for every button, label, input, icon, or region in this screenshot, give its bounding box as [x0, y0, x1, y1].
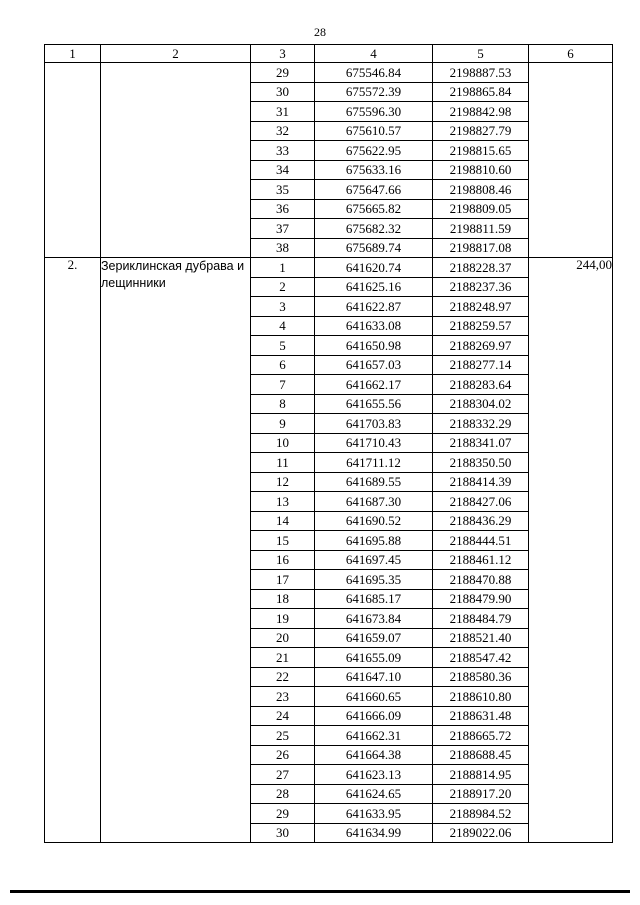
header-col-4: 4: [315, 45, 433, 63]
cell-x: 641634.99: [315, 823, 433, 843]
cell-point: 8: [251, 394, 315, 414]
cell-point: 37: [251, 219, 315, 239]
cell-y: 2188277.14: [433, 355, 529, 375]
cell-point: 27: [251, 765, 315, 785]
cell-point: 32: [251, 121, 315, 141]
cell-x: 641650.98: [315, 336, 433, 356]
cell-point: 25: [251, 726, 315, 746]
coordinates-table: [44, 44, 613, 843]
cell-y: 2188436.29: [433, 511, 529, 531]
cell-x: 641633.08: [315, 316, 433, 336]
cell-x: 675546.84: [315, 63, 433, 83]
cell-y: 2188237.36: [433, 277, 529, 297]
cell-y: 2198815.65: [433, 141, 529, 161]
cell-point: 9: [251, 414, 315, 434]
cell-x: 641689.55: [315, 472, 433, 492]
cell-x: 675647.66: [315, 180, 433, 200]
cell-point: 10: [251, 433, 315, 453]
cell-x: 641703.83: [315, 414, 433, 434]
cell-x: 641657.03: [315, 355, 433, 375]
cell-point: 1: [251, 258, 315, 278]
cell-y: 2188547.42: [433, 648, 529, 668]
section-number: 2.: [45, 258, 101, 843]
section-area: 244,00: [529, 258, 613, 843]
cell-y: 2198817.08: [433, 238, 529, 258]
cell-x: 641687.30: [315, 492, 433, 512]
cell-point: 20: [251, 628, 315, 648]
cell-point: 38: [251, 238, 315, 258]
cell-y: 2188259.57: [433, 316, 529, 336]
cell-x: 641666.09: [315, 706, 433, 726]
cell-point: 2: [251, 277, 315, 297]
cell-y: 2198865.84: [433, 82, 529, 102]
section-name: Зериклинская дубрава и лещинники: [101, 258, 251, 843]
cell-point: 34: [251, 160, 315, 180]
cell-point: 12: [251, 472, 315, 492]
cell-y: 2198808.46: [433, 180, 529, 200]
cell-x: 641647.10: [315, 667, 433, 687]
cell-x: 641664.38: [315, 745, 433, 765]
cell-x: 641662.31: [315, 726, 433, 746]
cell-x: 641660.65: [315, 687, 433, 707]
cell-x: 675689.74: [315, 238, 433, 258]
cell-x: 675610.57: [315, 121, 433, 141]
cell-point: 29: [251, 63, 315, 83]
cell-y: 2188414.39: [433, 472, 529, 492]
cell-x: 641655.09: [315, 648, 433, 668]
cell-y: 2188521.40: [433, 628, 529, 648]
cell-x: 641690.52: [315, 511, 433, 531]
cell-point: 23: [251, 687, 315, 707]
cell-number-empty: [45, 63, 101, 258]
header-col-2: 2: [101, 45, 251, 63]
cell-y: 2188484.79: [433, 609, 529, 629]
header-col-3: 3: [251, 45, 315, 63]
cell-y: 2188283.64: [433, 375, 529, 395]
cell-x: 675622.95: [315, 141, 433, 161]
cell-y: 2188479.90: [433, 589, 529, 609]
page-number: 28: [314, 25, 326, 39]
cell-point: 30: [251, 823, 315, 843]
cell-y: 2188332.29: [433, 414, 529, 434]
cell-point: 16: [251, 550, 315, 570]
header-col-6: 6: [529, 45, 613, 63]
header-row: [45, 45, 613, 63]
cell-y: 2188444.51: [433, 531, 529, 551]
cell-y: 2188610.80: [433, 687, 529, 707]
cell-name-empty: [101, 63, 251, 258]
cell-point: 21: [251, 648, 315, 668]
cell-x: 641695.35: [315, 570, 433, 590]
cell-y: 2188917.20: [433, 784, 529, 804]
cell-y: 2188341.07: [433, 433, 529, 453]
cell-y: 2188228.37: [433, 258, 529, 278]
cell-point: 28: [251, 784, 315, 804]
bottom-rule: [10, 890, 630, 893]
cell-x: 641662.17: [315, 375, 433, 395]
cell-point: 22: [251, 667, 315, 687]
cell-y: 2188665.72: [433, 726, 529, 746]
table-row: [45, 258, 613, 278]
cell-point: 30: [251, 82, 315, 102]
cell-x: 641655.56: [315, 394, 433, 414]
cell-point: 6: [251, 355, 315, 375]
cell-point: 19: [251, 609, 315, 629]
cell-x: 641633.95: [315, 804, 433, 824]
header-col-5: 5: [433, 45, 529, 63]
cell-x: 641685.17: [315, 589, 433, 609]
cell-x: 641623.13: [315, 765, 433, 785]
cell-x: 675572.39: [315, 82, 433, 102]
cell-x: 641659.07: [315, 628, 433, 648]
cell-point: 17: [251, 570, 315, 590]
cell-x: 641625.16: [315, 277, 433, 297]
cell-point: 3: [251, 297, 315, 317]
cell-y: 2189022.06: [433, 823, 529, 843]
cell-y: 2188461.12: [433, 550, 529, 570]
cell-x: 641622.87: [315, 297, 433, 317]
cell-point: 18: [251, 589, 315, 609]
cell-y: 2198827.79: [433, 121, 529, 141]
cell-x: 641710.43: [315, 433, 433, 453]
cell-x: 641697.45: [315, 550, 433, 570]
cell-y: 2188248.97: [433, 297, 529, 317]
cell-point: 36: [251, 199, 315, 219]
cell-point: 13: [251, 492, 315, 512]
cell-y: 2188304.02: [433, 394, 529, 414]
cell-y: 2188580.36: [433, 667, 529, 687]
cell-y: 2198809.05: [433, 199, 529, 219]
cell-x: 641620.74: [315, 258, 433, 278]
cell-y: 2188470.88: [433, 570, 529, 590]
cell-y: 2198887.53: [433, 63, 529, 83]
cell-point: 14: [251, 511, 315, 531]
cell-point: 29: [251, 804, 315, 824]
cell-x: 675633.16: [315, 160, 433, 180]
cell-y: 2188984.52: [433, 804, 529, 824]
cell-y: 2188631.48: [433, 706, 529, 726]
cell-point: 4: [251, 316, 315, 336]
cell-x: 675682.32: [315, 219, 433, 239]
cell-point: 7: [251, 375, 315, 395]
cell-x: 641695.88: [315, 531, 433, 551]
cell-point: 35: [251, 180, 315, 200]
cell-point: 15: [251, 531, 315, 551]
cell-point: 26: [251, 745, 315, 765]
cell-x: 641673.84: [315, 609, 433, 629]
cell-point: 24: [251, 706, 315, 726]
cell-point: 31: [251, 102, 315, 122]
cell-y: 2198810.60: [433, 160, 529, 180]
cell-x: 675596.30: [315, 102, 433, 122]
cell-y: 2188688.45: [433, 745, 529, 765]
cell-x: 675665.82: [315, 199, 433, 219]
cell-y: 2188427.06: [433, 492, 529, 512]
cell-x: 641711.12: [315, 453, 433, 473]
cell-y: 2188814.95: [433, 765, 529, 785]
cell-y: 2188269.97: [433, 336, 529, 356]
cell-point: 11: [251, 453, 315, 473]
cell-y: 2198811.59: [433, 219, 529, 239]
cell-x: 641624.65: [315, 784, 433, 804]
table-row: [45, 63, 613, 83]
cell-area-empty: [529, 63, 613, 258]
cell-y: 2198842.98: [433, 102, 529, 122]
cell-point: 33: [251, 141, 315, 161]
cell-point: 5: [251, 336, 315, 356]
cell-y: 2188350.50: [433, 453, 529, 473]
header-col-1: 1: [45, 45, 101, 63]
